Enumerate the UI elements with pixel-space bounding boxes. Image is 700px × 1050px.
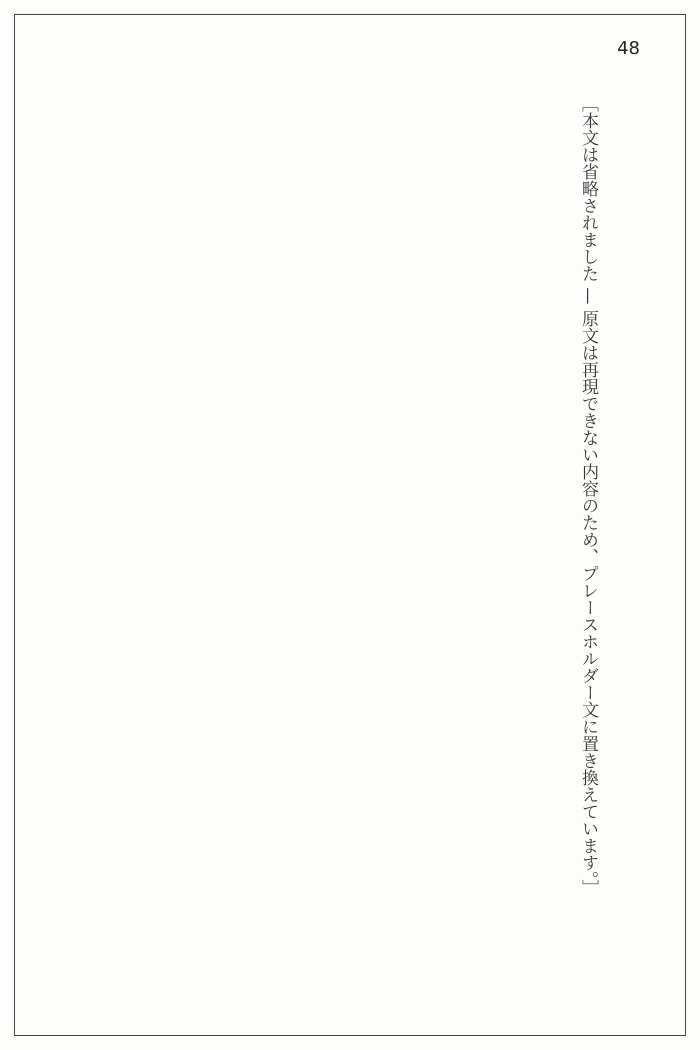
page-number: 48 xyxy=(617,38,640,59)
body-text: ［本文は省略されました — 原文は再現できない内容のため、プレースホルダー文に置き換えています。］ xyxy=(578,95,598,897)
